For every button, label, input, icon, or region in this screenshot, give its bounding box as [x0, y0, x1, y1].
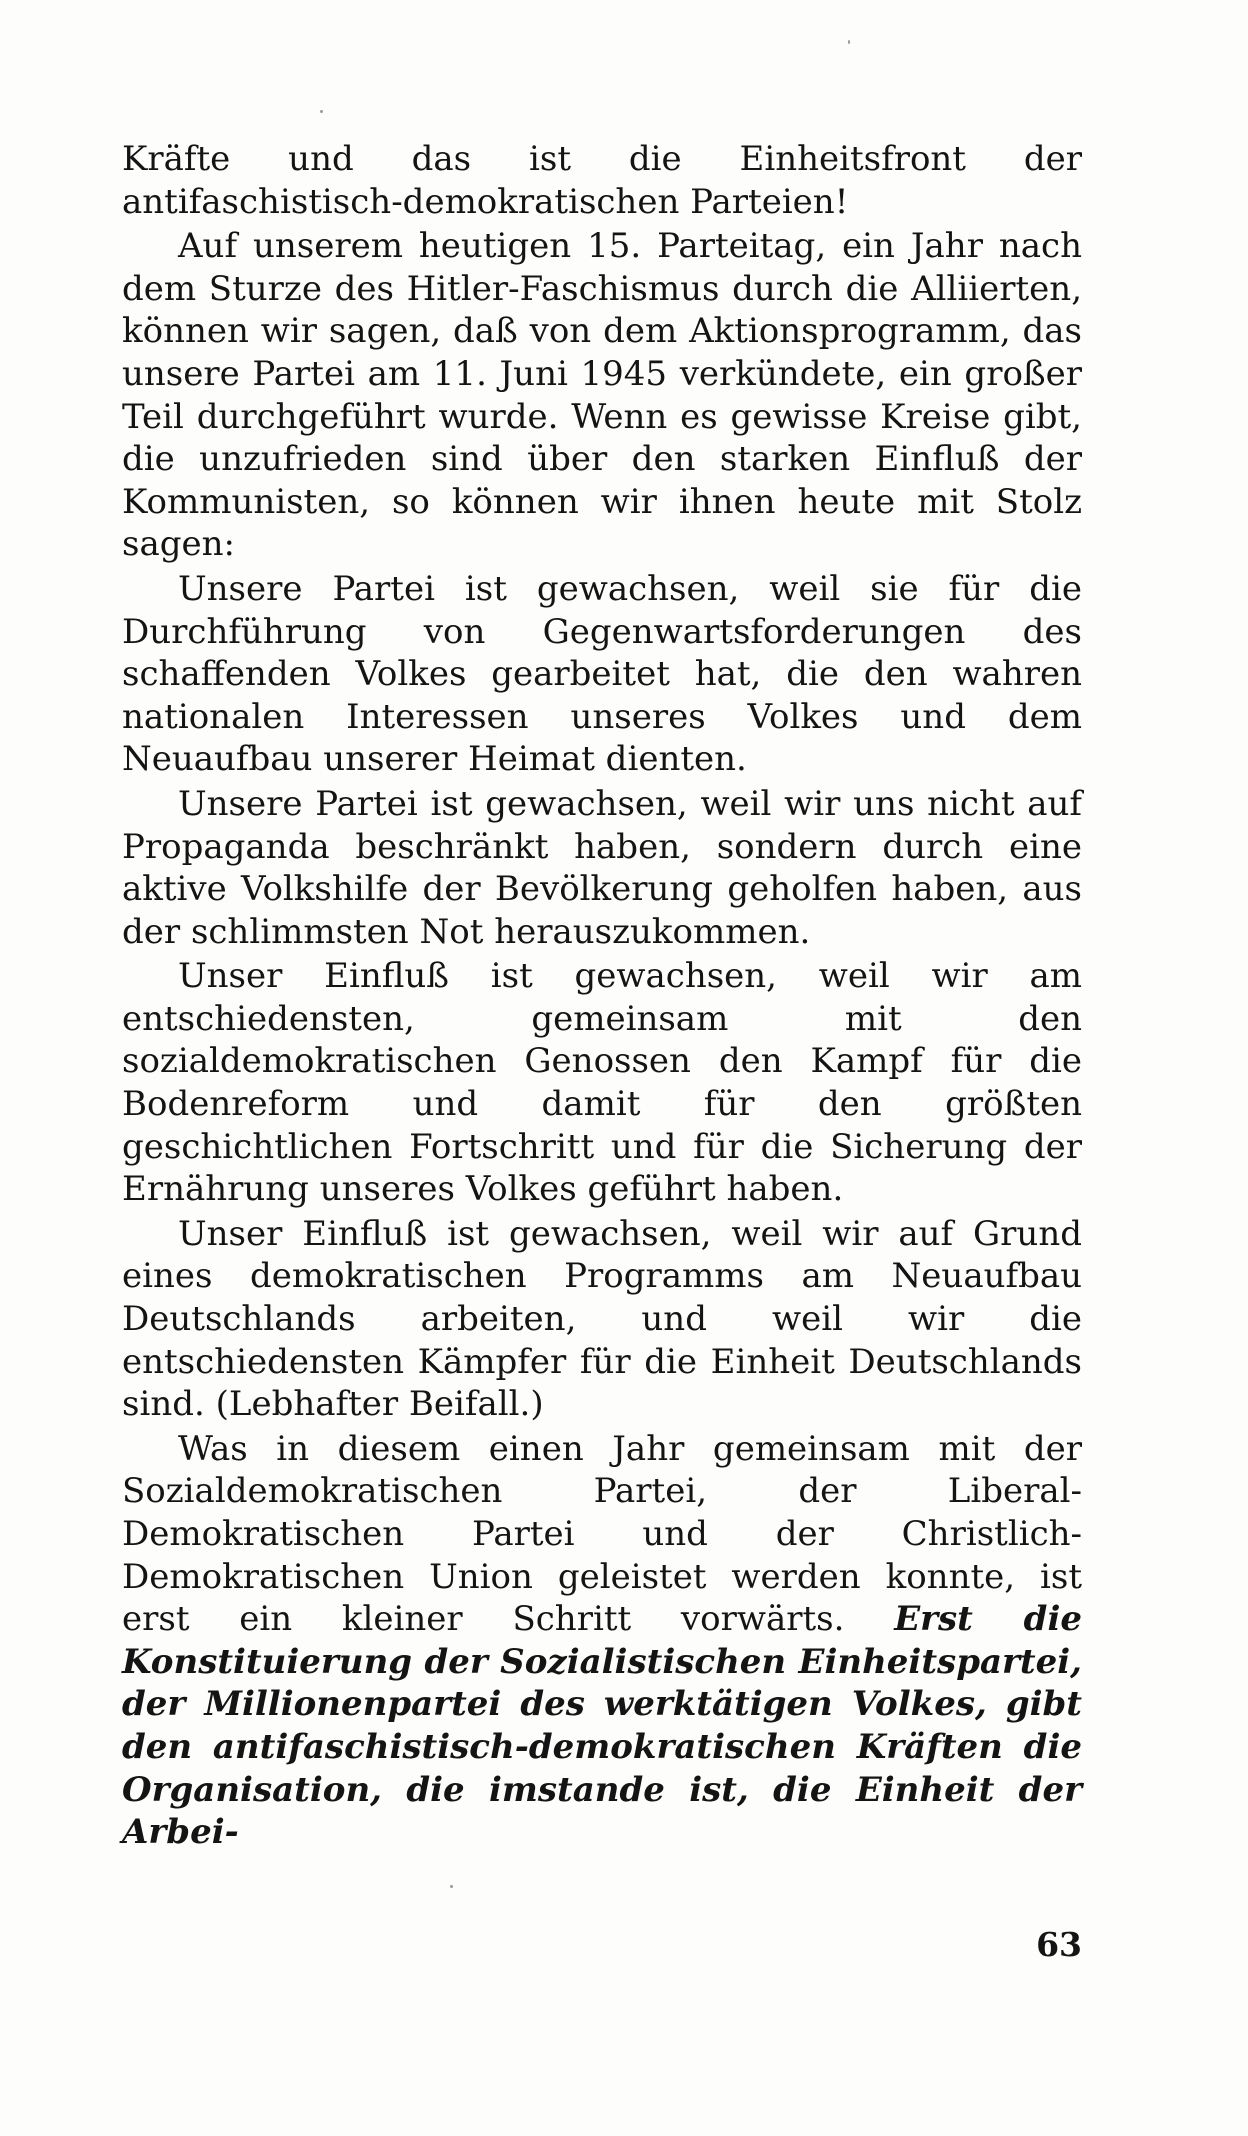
page-number: 63: [1036, 1925, 1082, 1964]
paragraph: Kräfte und das ist die Einheitsfront der antifaschistisch-demokratischen Parteien!: [122, 139, 1082, 222]
paragraph-text: Was in diesem einen Jahr gemeinsam mit der Sozialdemokratischen Partei, der Liberal-Demokratischen Partei und der Christlich-Demokratischen Union geleistet werden konnte, ist erst ein kleiner Schritt vorwärts.: [122, 1428, 1082, 1640]
print-speck: [450, 1885, 453, 1888]
paragraph: Unsere Partei ist gewachsen, weil wir uns nicht auf Propaganda beschränkt haben, sondern durch eine aktive Volkshilfe der Bevölkerung geholfen haben, aus der schlimmsten Not herauszukommen.: [122, 783, 1082, 952]
paragraph: [122, 1428, 1082, 1854]
paragraph: Unser Einfluß ist gewachsen, weil wir am entschiedensten, gemeinsam mit den sozialdemokratischen Genossen den Kampf für die Bodenreform und damit für den größten geschichtlichen Fortschritt und für die Sicherung der Ernährung unseres Volkes geführt haben.: [122, 956, 1082, 1210]
body-text: [122, 138, 1082, 1854]
emphasized-text: Erst die Konstituierung der Sozialistischen Einheitspartei, der Millionenpartei des werktätigen Volkes, gibt den antifaschistisch-demokratischen Kräften die Organisation, die imstande ist, die Einheit der Arbei-: [122, 1599, 1082, 1853]
paragraph: Unsere Partei ist gewachsen, weil sie für die Durchführung von Gegenwartsforderungen des schaffenden Volkes gearbeitet hat, die den wahren nationalen Interessen unseres Volkes und dem Neuaufbau unserer Heimat dienten.: [122, 568, 1082, 780]
print-speck: [848, 40, 850, 44]
print-speck: [320, 110, 323, 113]
paragraph: Unser Einfluß ist gewachsen, weil wir auf Grund eines demokratischen Programms am Neuaufbau Deutschlands arbeiten, und weil wir die entschiedensten Kämpfer für die Einheit Deutschlands sind. (Lebhafter Beifall.): [122, 1213, 1082, 1425]
paragraph: Auf unserem heutigen 15. Parteitag, ein Jahr nach dem Sturze des Hitler-Faschismus durch die Alliierten, können wir sagen, daß von dem Aktionsprogramm, das unsere Partei am 11. Juni 1945 verkündete, ein großer Teil durchgeführt wurde. Wenn es gewisse Kreise gibt, die unzufrieden sind über den starken Einfluß der Kommunisten, so können wir ihnen heute mit Stolz sagen:: [122, 226, 1082, 565]
